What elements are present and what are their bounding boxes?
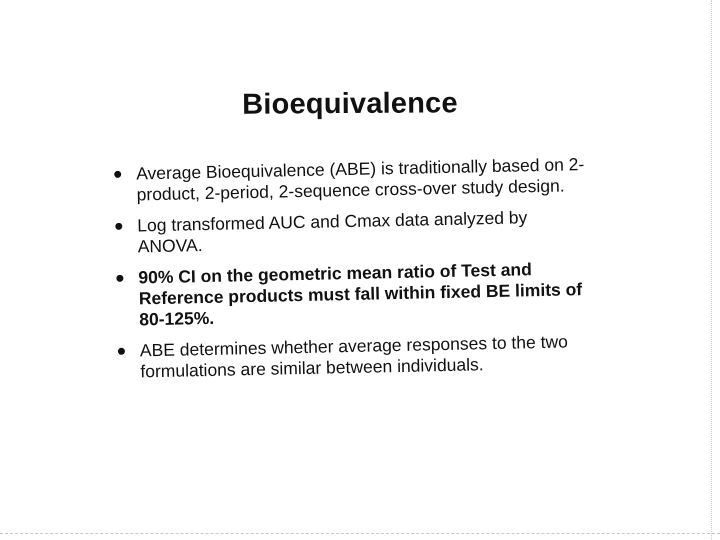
scan-artifact-bottom-edge <box>0 533 720 534</box>
bullet-text: Log transformed AUC and Cmax data analyzed by ANOVA. <box>137 207 528 257</box>
bullet-list <box>110 154 595 393</box>
bullet-dot-icon <box>116 275 123 282</box>
bullet-item <box>111 206 592 258</box>
bullet-text: ABE determines whether average responses to the two formulations are similar between individuals. <box>139 331 569 382</box>
bullet-text: Average Bioequivalence (ABE) is traditionally based on 2-product, 2-period, 2-sequence cross-over study design. <box>135 154 585 205</box>
bullet-item <box>114 331 595 383</box>
scan-artifact-right-edge <box>711 0 712 540</box>
bullet-text: 90% CI on the geometric mean ratio of Test and Reference products must fall within fixed BE limits of 80-125%. <box>138 259 583 330</box>
bullet-dot-icon <box>118 348 125 355</box>
bullet-item <box>110 154 591 206</box>
slide-title: Bioequivalence <box>242 87 458 121</box>
bullet-dot-icon <box>115 223 122 230</box>
bullet-dot-icon <box>114 171 121 178</box>
bullet-item <box>112 258 593 331</box>
